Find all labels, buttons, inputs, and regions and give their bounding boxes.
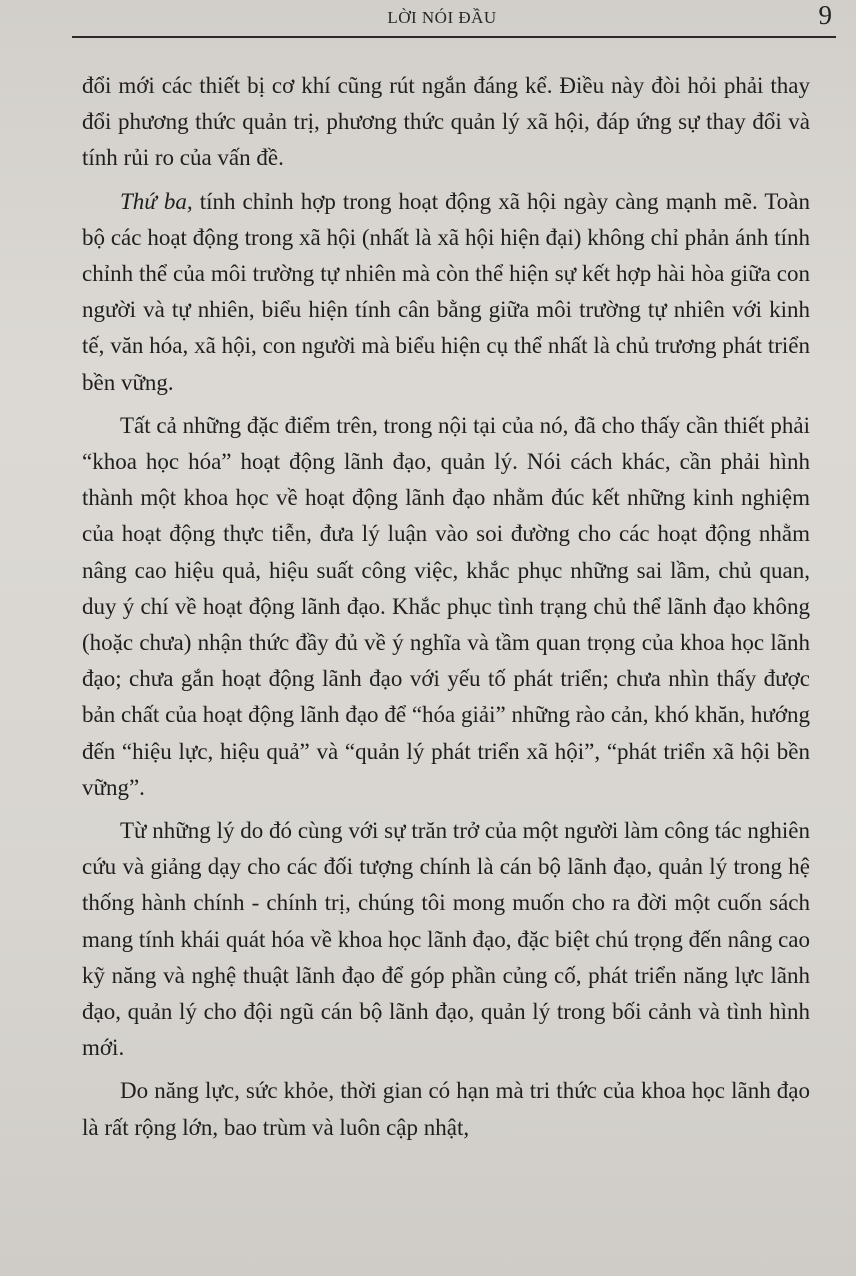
paragraph-text: tính chỉnh hợp trong hoạt động xã hội ngày càng mạnh mẽ. Toàn bộ các hoạt động trong xã hội (nhất là xã hội hiện đại) không chỉ phản ánh tính chỉnh thể của môi trường tự nhiên mà còn thể hiện sự kết hợp hài hòa giữa con người và tự nhiên, biểu hiện tính cân bằng giữa môi trường tự nhiên với kinh tế, văn hóa, xã hội, con người mà biểu hiện cụ thể nhất là chủ trương phát triển bền vững. (82, 188, 810, 395)
running-title: LỜI NÓI ĐẦU (387, 8, 497, 27)
paragraph (82, 813, 810, 1066)
paragraph-text: đổi mới các thiết bị cơ khí cũng rút ngắn đáng kể. Điều này đòi hỏi phải thay đổi phương thức quản trị, phương thức quản lý xã hội, đáp ứng sự thay đổi và tính rủi ro của vấn đề. (82, 73, 810, 171)
paragraph (82, 184, 810, 401)
body-text (82, 68, 810, 1146)
paragraph-text: Từ những lý do đó cùng với sự trăn trở của một người làm công tác nghiên cứu và giảng dạy cho các đối tượng chính là cán bộ lãnh đạo, quản lý trong hệ thống hành chính - chính trị, chúng tôi mong muốn cho ra đời một cuốn sách mang tính khái quát hóa về khoa học lãnh đạo, đặc biệt chú trọng đến nâng cao kỹ năng và nghệ thuật lãnh đạo để góp phần củng cố, phát triển năng lực lãnh đạo, quản lý cho đội ngũ cán bộ lãnh đạo, quản lý trong bối cảnh và tình hình mới. (82, 818, 810, 1061)
paragraph-text: Tất cả những đặc điểm trên, trong nội tại của nó, đã cho thấy cần thiết phải “khoa học hóa” hoạt động lãnh đạo, quản lý. Nói cách khác, cần phải hình thành một khoa học về hoạt động lãnh đạo nhằm đúc kết những kinh nghiệm của hoạt động thực tiễn, đưa lý luận vào soi đường cho các hoạt động nhằm nâng cao hiệu quả, hiệu suất công việc, khắc phục những sai lầm, chủ quan, duy ý chí về hoạt động lãnh đạo. Khắc phục tình trạng chủ thể lãnh đạo không (hoặc chưa) nhận thức đầy đủ về ý nghĩa và tầm quan trọng của khoa học lãnh đạo; chưa gắn hoạt động lãnh đạo với yếu tố phát triển; chưa nhìn thấy được bản chất của hoạt động lãnh đạo để “hóa giải” những rào cản, khó khăn, hướng đến “hiệu lực, hiệu quả” và “quản lý phát triển xã hội”, “phát triển xã hội bền vững”. (82, 412, 810, 800)
header-rule (72, 36, 836, 38)
paragraph-text: Do năng lực, sức khỏe, thời gian có hạn mà tri thức của khoa học lãnh đạo là rất rộng lớn, bao trùm và luôn cập nhật, (82, 1078, 810, 1140)
paragraph (82, 408, 810, 806)
paragraph-lead: Thứ ba, (120, 188, 193, 214)
page-header (72, 0, 832, 44)
paragraph (82, 1073, 810, 1145)
page-number: 9 (818, 0, 832, 30)
paragraph (82, 68, 810, 177)
